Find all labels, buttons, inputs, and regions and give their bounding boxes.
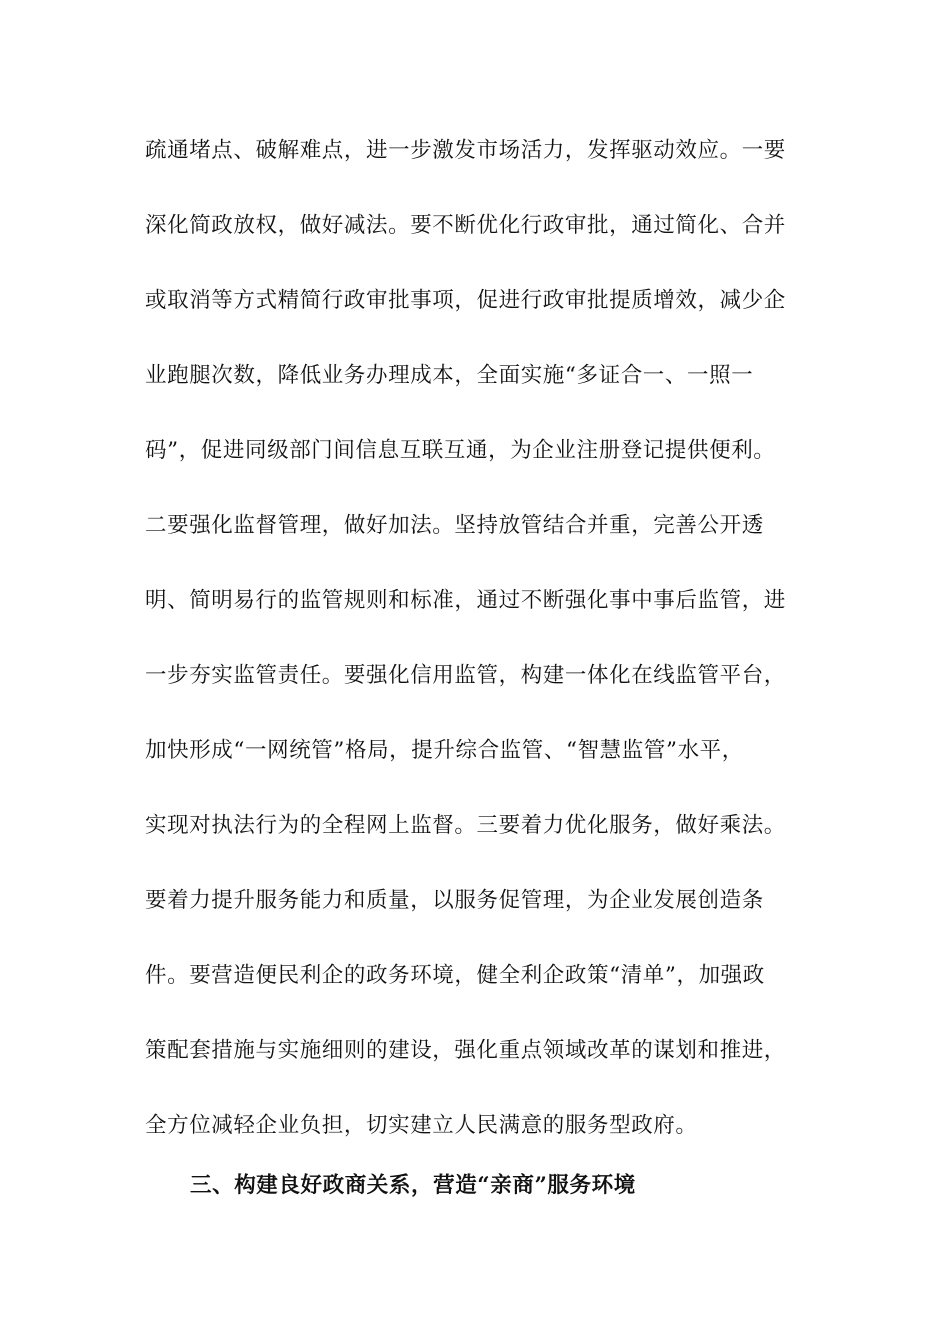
section-heading: 三、构建良好政商关系，营造“亲商”服务环境	[190, 1173, 636, 1198]
paragraph-line: 件。要营造便民利企的政务环境，健全利企政策“清单”，加强政	[145, 963, 765, 988]
paragraph-line: 或取消等方式精简行政审批事项，促进行政审批提质增效，减少企	[145, 288, 786, 313]
paragraph-line: 策配套措施与实施细则的建设，强化重点领域改革的谋划和推进，	[145, 1038, 786, 1063]
paragraph-line: 疏通堵点、破解难点，进一步激发市场活力，发挥驱动效应。一要	[145, 138, 786, 163]
paragraph-line: 全方位减轻企业负担，切实建立人民满意的服务型政府。	[145, 1113, 698, 1138]
paragraph-line: 一步夯实监管责任。要强化信用监管，构建一体化在线监管平台，	[145, 663, 786, 688]
paragraph-line: 实现对执法行为的全程网上监督。三要着力优化服务，做好乘法。	[145, 813, 786, 838]
paragraph-line: 加快形成“一网统管”格局，提升综合监管、“智慧监管”水平，	[145, 738, 744, 763]
paragraph-line: 二要强化监督管理，做好加法。坚持放管结合并重，完善公开透	[145, 513, 764, 538]
paragraph-line: 码”，促进同级部门间信息互联互通，为企业注册登记提供便利。	[145, 438, 776, 463]
paragraph-line: 业跑腿次数，降低业务办理成本，全面实施“多证合一、一照一	[145, 363, 754, 388]
paragraph-line: 深化简政放权，做好减法。要不断优化行政审批，通过简化、合并	[145, 213, 786, 238]
paragraph-line: 要着力提升服务能力和质量，以服务促管理，为企业发展创造条	[145, 888, 764, 913]
paragraph-line: 明、简明易行的监管规则和标准，通过不断强化事中事后监管，进	[145, 588, 786, 613]
